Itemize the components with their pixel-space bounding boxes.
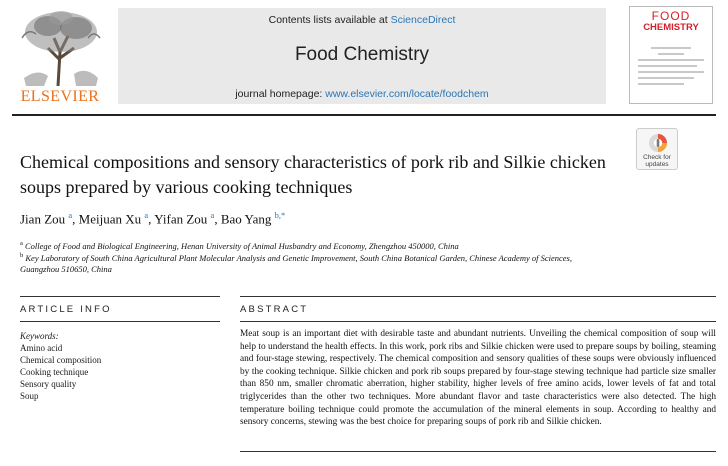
journal-cover[interactable] bbox=[629, 6, 713, 104]
author-affil-marker[interactable]: b,* bbox=[274, 210, 286, 220]
author-name[interactable]: Meijuan Xu bbox=[78, 211, 142, 227]
elsevier-wordmark: ELSEVIER bbox=[20, 88, 100, 105]
keywords-block bbox=[20, 330, 220, 402]
cover-title bbox=[634, 11, 708, 33]
abstract-heading: ABSTRACT bbox=[240, 304, 309, 315]
affiliation-text: College of Food and Biological Engineering, Henan University of Animal Husbandry and Economy, Zhengzhou 450000, China bbox=[25, 240, 459, 251]
affiliation-marker: a bbox=[20, 240, 23, 247]
cover-text-lines bbox=[638, 47, 704, 89]
check-line1: Check for bbox=[643, 154, 671, 161]
author-name[interactable]: Jian Zou bbox=[20, 211, 66, 227]
header-divider bbox=[12, 114, 716, 116]
author-name[interactable]: Yifan Zou bbox=[154, 211, 208, 227]
author-affil-marker[interactable]: a bbox=[210, 210, 215, 220]
sciencedirect-link[interactable]: ScienceDirect bbox=[390, 14, 456, 26]
article-info-heading: ARTICLE INFO bbox=[20, 304, 112, 315]
author-name[interactable]: Bao Yang bbox=[220, 211, 272, 227]
author-affil-marker[interactable]: a bbox=[68, 210, 73, 220]
keyword-item: Soup bbox=[20, 391, 39, 401]
keyword-item: Sensory quality bbox=[20, 379, 77, 389]
contents-line bbox=[118, 14, 606, 26]
affiliation-text: Key Laboratory of South China Agricultural Plant Molecular Analysis and Genetic Improvement, South China Botanical Garden, Chinese Academy of Sciences, Guangzhou 510650, China bbox=[20, 252, 572, 275]
article-info-rule bbox=[20, 296, 220, 297]
elsevier-tree-icon bbox=[18, 8, 104, 86]
affiliation-marker: b bbox=[20, 252, 24, 259]
check-for-updates-badge[interactable] bbox=[636, 128, 678, 170]
cover-title-line2: CHEMISTRY bbox=[643, 22, 699, 33]
author-affil-marker[interactable]: a bbox=[144, 210, 149, 220]
author-list: Jian Zou $^a$, Meijuan Xu $^a$, Yifan Zou $^a$, Bao Yang $^{b,*}$ bbox=[20, 210, 286, 227]
article-title: Chemical compositions and sensory characteristics of pork rib and Silkie chicken soups prepared by various cooking techniques bbox=[20, 152, 606, 197]
affiliation-b bbox=[20, 250, 610, 276]
article-info-rule-lower bbox=[20, 321, 220, 322]
journal-homepage-link[interactable]: www.elsevier.com/locate/foodchem bbox=[325, 88, 489, 100]
cover-title-line1: FOOD bbox=[651, 9, 691, 23]
check-line2: updates bbox=[645, 161, 669, 168]
journal-banner bbox=[118, 8, 606, 104]
keywords-label: Keywords: bbox=[20, 331, 59, 341]
check-for-updates-label bbox=[637, 154, 677, 168]
homepage-line bbox=[118, 88, 606, 100]
elsevier-logo[interactable] bbox=[12, 8, 108, 106]
check-for-updates-icon bbox=[648, 133, 668, 153]
abstract-rule bbox=[240, 296, 716, 297]
keyword-item: Cooking technique bbox=[20, 367, 89, 377]
contents-prefix: Contents lists available at bbox=[268, 14, 391, 26]
keyword-item: Chemical composition bbox=[20, 355, 102, 365]
abstract-rule-lower bbox=[240, 321, 716, 322]
abstract-bottom-rule bbox=[240, 451, 716, 452]
homepage-prefix: journal homepage: bbox=[235, 88, 326, 100]
keyword-item: Amino acid bbox=[20, 343, 63, 353]
abstract-text: Meat soup is an important diet with desirable taste and abundant nutrients. Unveiling the chemical composition of soup will help to understand the health effects. In this work, pork ribs and Silkie chicken were used to prepare soups by boiling, steaming and four-stage stewing, respectively. The chemical composition and sensory qualities of these soups were obviously influenced by the cooking technique. Silkie chicken and pork rib soups prepared by four-stage stewing technique had particle size smaller than 850 nm, smaller chromatic aberration, higher stability, higher levels of free amino acids, lower levels of fat and total triglycerides than the other two techniques. More abundant flavor and taste characteristics were also detected. The high temperature boiling technique could promote the accumulation of the mineral elements in soup. According to healthy and sensory concerns, stewing was the best choice for preparing soups of pork rib and Silkie chicken. bbox=[240, 329, 716, 428]
journal-title[interactable]: Food Chemistry bbox=[294, 44, 430, 65]
